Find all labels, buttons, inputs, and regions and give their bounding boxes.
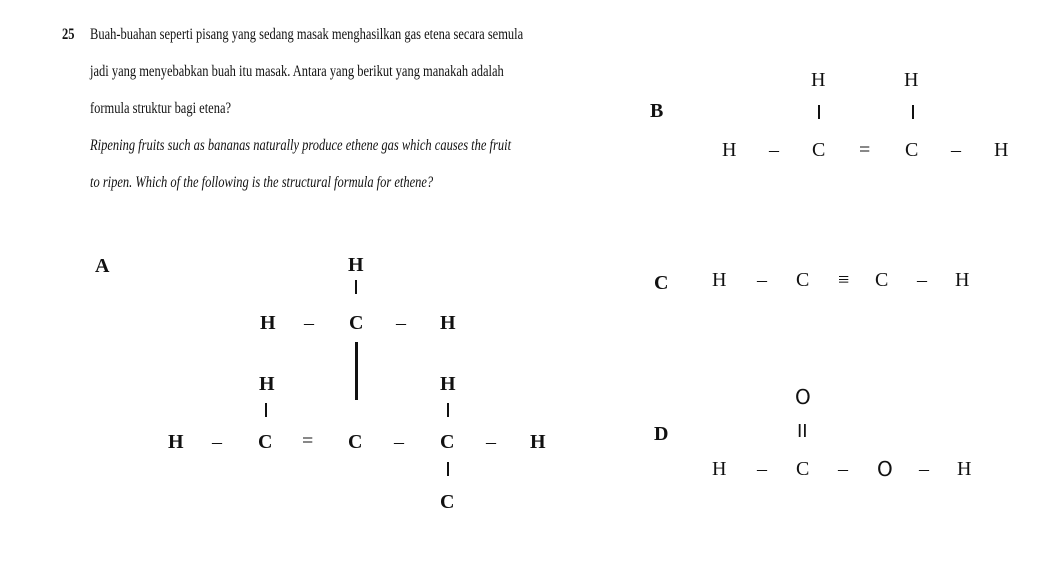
- atom: O: [877, 457, 893, 481]
- question-english-line-1: Ripening fruits such as bananas naturally produce ethene gas which causes the fruit: [90, 137, 512, 154]
- atom: C: [796, 458, 810, 480]
- atom: C: [875, 269, 889, 291]
- single-bond: –: [394, 431, 404, 453]
- option-d-label[interactable]: D: [654, 423, 669, 445]
- question-malay-line-2: jadi yang menyebabkan buah itu masak. Antara yang berikut yang manakah adalah: [90, 63, 504, 80]
- question-number: 25: [62, 26, 75, 43]
- atom: H: [994, 139, 1009, 161]
- single-bond-vertical: [447, 403, 449, 417]
- atom: C: [348, 431, 363, 453]
- option-a-label[interactable]: A: [95, 255, 110, 277]
- single-bond-vertical: [912, 105, 914, 119]
- atom: H: [440, 312, 456, 334]
- atom: H: [957, 458, 972, 480]
- atom: H: [440, 373, 456, 395]
- atom: H: [811, 69, 826, 91]
- single-bond-vertical: [265, 403, 267, 417]
- atom: C: [349, 312, 364, 334]
- single-bond: –: [919, 458, 929, 480]
- atom: H: [955, 269, 970, 291]
- single-bond: –: [304, 312, 314, 334]
- atom: H: [712, 269, 727, 291]
- single-bond: –: [757, 458, 767, 480]
- single-bond-vertical: [447, 462, 449, 476]
- atom: C: [258, 431, 273, 453]
- double-bond: =: [859, 139, 871, 161]
- atom: H: [348, 254, 364, 276]
- single-bond-vertical: [818, 105, 820, 119]
- single-bond-vertical: [355, 342, 358, 400]
- triple-bond: ≡: [838, 269, 850, 291]
- atom: C: [440, 491, 455, 513]
- single-bond: –: [838, 458, 848, 480]
- atom: H: [168, 431, 184, 453]
- single-bond: –: [212, 431, 222, 453]
- single-bond: –: [486, 431, 496, 453]
- atom: C: [905, 139, 919, 161]
- option-b-label[interactable]: B: [650, 100, 664, 122]
- atom: H: [259, 373, 275, 395]
- single-bond: –: [917, 269, 927, 291]
- question-english-line-2: to ripen. Which of the following is the structural formula for ethene?: [90, 174, 434, 191]
- atom: C: [812, 139, 826, 161]
- atom: H: [260, 312, 276, 334]
- double-bond-vertical: II: [797, 421, 808, 442]
- single-bond: –: [951, 139, 961, 161]
- double-bond: =: [302, 430, 314, 452]
- option-c-label[interactable]: C: [654, 272, 669, 294]
- atom: H: [530, 431, 546, 453]
- atom: C: [440, 431, 455, 453]
- atom: H: [904, 69, 919, 91]
- atom: O: [795, 385, 811, 409]
- atom: C: [796, 269, 810, 291]
- atom: H: [712, 458, 727, 480]
- single-bond-vertical: [355, 280, 357, 294]
- atom: H: [722, 139, 737, 161]
- single-bond: –: [769, 139, 779, 161]
- single-bond: –: [396, 312, 406, 334]
- question-malay-line-3: formula struktur bagi etena?: [90, 100, 232, 117]
- single-bond: –: [757, 269, 767, 291]
- question-malay-line-1: Buah-buahan seperti pisang yang sedang masak menghasilkan gas etena secara semula: [90, 26, 524, 43]
